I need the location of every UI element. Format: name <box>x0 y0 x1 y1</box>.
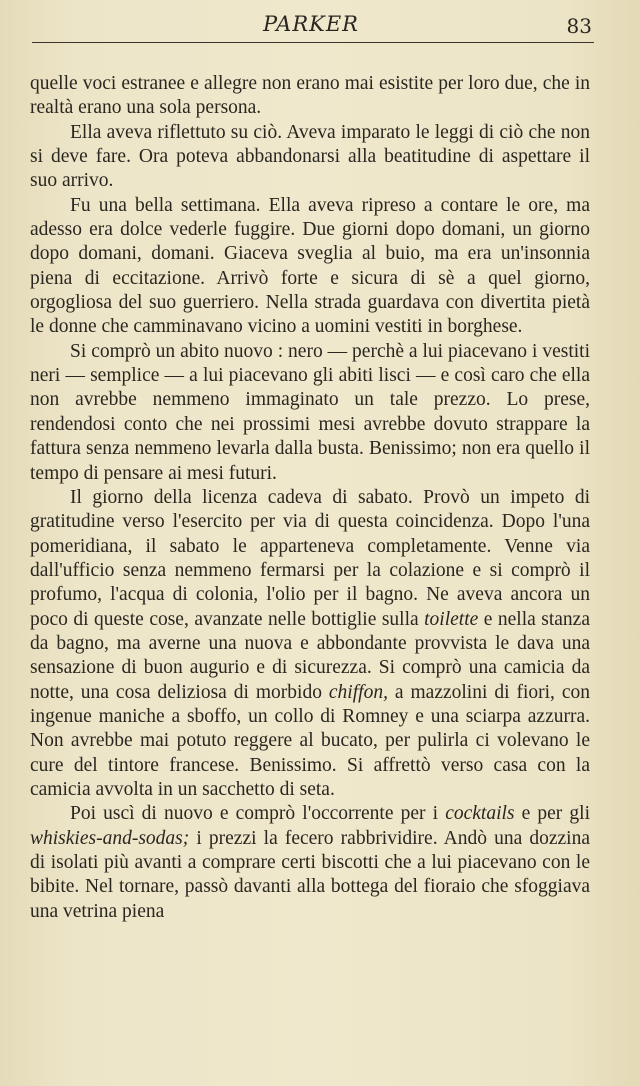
paragraph-2: Ella aveva riflettuto su ciò. Aveva imparato le leggi di ciò che non si deve fare. Ora poteva abbandonarsi alla beatitudine di aspettare il suo arrivo. <box>30 121 590 192</box>
paragraph-1: quelle voci estranee e allegre non erano mai esistite per loro due, che in realtà erano una sola persona. <box>30 73 590 119</box>
paragraph-6-italic-cocktails: cocktails <box>445 803 515 825</box>
paragraph-5-text-a: Il giorno della licenza cadeva di sabato. Provò un impeto di gratitudine verso l'esercito per via di questa coincidenza. Dopo l'una pomeridiana, il sabato le apparteneva completamente. Venne via dall'ufficio senza nemmeno fermarsi per la colazione e si comprò il profumo, l'acqua di colonia, l'olio per il bagno. Ne aveva ancora un poco di queste cose, avanzate nelle bottiglie sulla <box>30 486 590 630</box>
paragraph-5-italic-toilette: toilette <box>424 608 479 630</box>
paragraph-6-text-a: Poi uscì di nuovo e comprò l'occorrente per i <box>70 803 446 825</box>
paragraph-5-text-c: a mazzolini di fiori, con ingenue maniche a sboffo, un collo di Romney e una sciarpa azzurra. Non avrebbe mai potuto reggere al bucato, per pulirla ci volevano le cure del tintore francese. Benissimo. Si affrettò verso casa con la camicia avvolta in un sacchetto di seta. <box>30 681 590 800</box>
page-header <box>30 8 592 42</box>
paragraph-6-text-c: i prezzi la fecero rabbrividire. Andò una dozzina di isolati più avanti a comprare certi biscotti che a lui piacevano con le bibite. Nel tornare, passò davanti alla bottega del fioraio che sfoggiava una vetrina piena <box>30 827 590 922</box>
body-text <box>30 72 590 924</box>
paragraph-6 <box>30 802 590 924</box>
header-rule <box>32 42 594 43</box>
running-head: PARKER <box>262 12 359 36</box>
paragraph-3: Fu una bella settimana. Ella aveva ripreso a contare le ore, ma adesso era dolce vederle fuggire. Due giorni dopo domani, un giorno dopo domani, domani. Giaceva sveglia al buio, ma era un'insonnia piena di eccitazione. Arrivò forte e sicura di sè a quel giorno, orgogliosa del suo guerriero. Nella strada guardava con divertita pietà le donne che camminavano vicino a uomini vestiti in borghese. <box>30 194 590 338</box>
paragraph-6-italic-whiskies: whiskies-and-sodas; <box>30 827 190 849</box>
page-number: 83 <box>566 14 592 38</box>
paragraph-5 <box>30 486 590 802</box>
paragraph-5-text-b: e nella stanza da bagno, ma averne una nuova e abbondante provvista le dava una sensazione di buon augurio e di sicurezza. Si comprò una camicia da notte, una cosa deliziosa di morbido <box>30 608 590 703</box>
paragraph-5-italic-chiffon: chiffon, <box>328 681 388 703</box>
paragraph-6-text-b: e per gli <box>514 803 591 825</box>
paragraph-4: Si comprò un abito nuovo : nero — perchè a lui piacevano i vestiti neri — semplice — a lui piacevano gli abiti lisci — e così caro che ella non avrebbe nemmeno immaginato un tale prezzo. Lo prese, rendendosi conto che nei prossimi mesi avrebbe dovuto strappare la fattura senza nemmeno levarla dalla busta. Benissimo; non era quello il tempo di pensare ai mesi futuri. <box>30 340 590 484</box>
